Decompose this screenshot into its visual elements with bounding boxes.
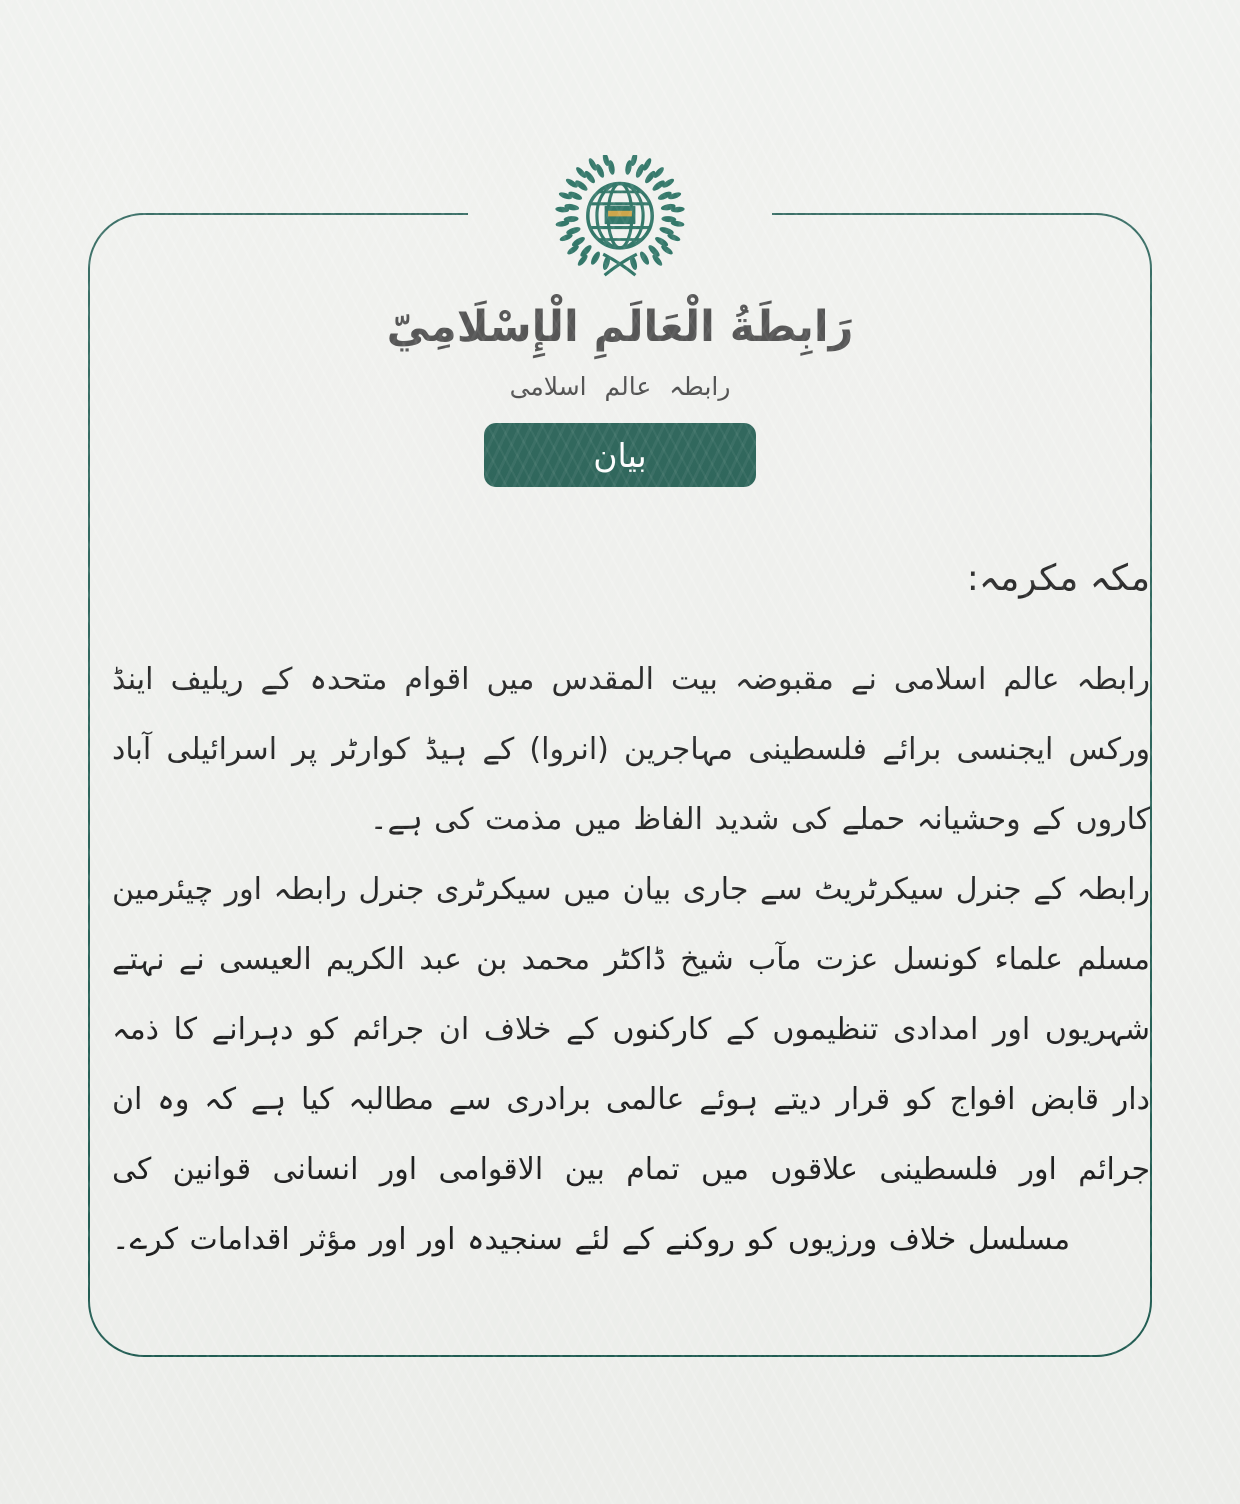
statement-body bbox=[112, 558, 1150, 1275]
wreath-globe-icon bbox=[550, 155, 690, 282]
paragraphs bbox=[112, 645, 1150, 1275]
org-title-urdu: رابطہ عالم اسلامی bbox=[509, 372, 731, 401]
org-title-arabic-calligraphy: رَابِطَةُ الْعَالَمِ الْإِسْلَامِيّ bbox=[386, 302, 854, 352]
muslim-world-league-emblem-logo bbox=[550, 155, 690, 282]
statement-banner-label: بیان bbox=[593, 435, 647, 475]
statement-banner bbox=[484, 423, 756, 487]
paragraph-1: رابطہ عالم اسلامی نے مقبوضہ بیت المقدس میں اقوام متحدہ کے ریلیف اینڈ ورکس ایجنسی برائے فلسطینی مہاجرین (انروا) کے ہیڈ کوارٹر پر اسرائیلی آباد کاروں کے وحشیانہ حملے کی شدید الفاظ میں مذمت کی ہے۔ bbox=[112, 662, 1150, 837]
paragraph-2: رابطہ کے جنرل سیکرٹریٹ سے جاری بیان میں سیکرٹری جنرل رابطہ اور چیئرمین مسلم علماء کونسل عزت مآب شیخ ڈاکٹر محمد بن عبد الکریم العیسی نے نہتے شہریوں اور امدادی تنظیموں کے کارکنوں کے خلاف ان جرائم کو دہرانے کا ذمہ دار قابض افواج کو قرار دیتے ہوئے عالمی برادری سے مطالبہ کیا ہے کہ وہ ان جرائم اور فلسطینی علاقوں میں تمام بین الاقوامی اور انسانی قوانین کی مسلسل خلاف ورزیوں کو روکنے کے لئے سنجیدہ اور اور مؤثر اقدامات کرے۔ bbox=[112, 872, 1150, 1257]
dateline: مکہ مکرمہ: bbox=[966, 558, 1150, 599]
